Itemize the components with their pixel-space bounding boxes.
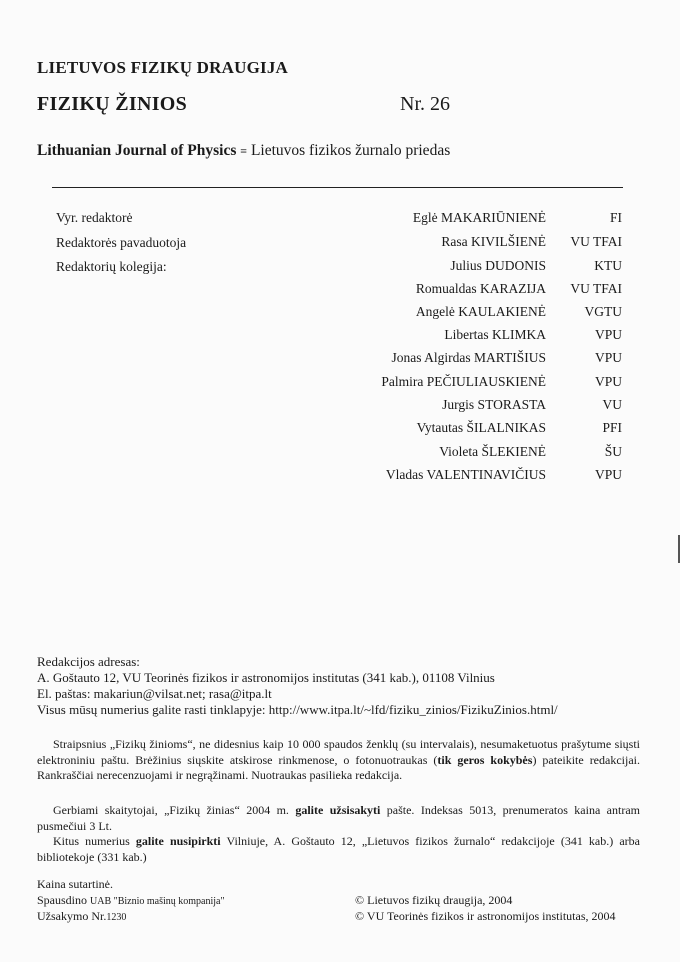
editor-institution: VPU bbox=[594, 327, 622, 342]
editor-institution: VPU bbox=[594, 467, 622, 482]
journal-title: FIZIKŲ ŽINIOS bbox=[37, 93, 188, 115]
editor-name: Jonas Algirdas MARTIŠIUS bbox=[391, 350, 546, 365]
editor-institution: ŠU bbox=[604, 444, 622, 459]
copyright-institute: © VU Teorinės fizikos ir astronomijos institutas, 2004 bbox=[355, 909, 616, 923]
subscription-info bbox=[37, 803, 640, 865]
editor-name: Julius DUDONIS bbox=[450, 258, 546, 273]
notice-text: Straipsnius „Fizikų žinioms“, ne didesnius kaip 10 000 spaudos ženklų (su intervalais), nesumaketuotus prašytume siųsti elektroniniu paštu. Brėžinius siųskite atskirose rinkmenose, o fotonuotraukas ( bbox=[37, 737, 640, 767]
journal-subtitle bbox=[37, 142, 450, 160]
subtitle-separator: ≡ bbox=[240, 144, 248, 158]
purchase-text: Kitus numerius bbox=[53, 834, 136, 848]
address-line: A. Goštauto 12, VU Teorinės fizikos ir astronomijos institutas (341 kab.), 01108 Vilnius bbox=[37, 670, 495, 685]
copyright-society: © Lietuvos fizikų draugija, 2004 bbox=[355, 893, 513, 907]
notice-emphasis: tik geros kokybės bbox=[437, 752, 533, 767]
header-divider bbox=[52, 187, 623, 188]
website-line: Visus mūsų numerius galite rasti tinklapyje: http://www.itpa.lt/~lfd/fiziku_zinios/FizikuZinios.html/ bbox=[37, 702, 558, 717]
address-heading: Redakcijos adresas: bbox=[37, 654, 140, 669]
organization-name: LIETUVOS FIZIKŲ DRAUGIJA bbox=[37, 58, 289, 77]
notice-text: ) pateikite redakcijai. Rankraščiai nerecenzuojami ir negrąžinami. Nuotraukas pasilieka redakcija. bbox=[37, 752, 640, 782]
editor-name: Eglė MAKARIŪNIENĖ bbox=[412, 210, 546, 225]
role-editorial-board: Redaktorių kolegija: bbox=[56, 259, 167, 274]
editor-name: Vytautas ŠILALNIKAS bbox=[416, 420, 546, 435]
printer-line bbox=[37, 893, 225, 908]
editor-institution: VPU bbox=[594, 374, 622, 389]
purchase-emphasis: galite nusipirkti bbox=[135, 834, 221, 848]
editor-name: Libertas KLIMKA bbox=[444, 327, 546, 342]
printer-name: UAB "Biznio mašinų kompanija" bbox=[90, 896, 225, 907]
role-editor-in-chief: Vyr. redaktorė bbox=[56, 210, 133, 225]
editor-institution: PFI bbox=[602, 420, 622, 435]
editor-name: Jurgis STORASTA bbox=[442, 397, 546, 412]
subscription-emphasis: galite užsisakyti bbox=[295, 803, 381, 817]
email-line: El. paštas: makariun@vilsat.net; rasa@itpa.lt bbox=[37, 686, 272, 701]
editor-name: Angelė KAULAKIENĖ bbox=[415, 304, 546, 319]
subscription-text: paštе. Indeksas 5013, prenumeratos kaina antram pusmečiui 3 Lt. bbox=[37, 803, 640, 833]
issue-number: Nr. 26 bbox=[400, 93, 450, 115]
submission-notice bbox=[37, 737, 640, 784]
price-note: Kaina sutartinė. bbox=[37, 877, 113, 891]
printer-label: Spausdino bbox=[37, 893, 88, 907]
subscription-text: Gerbiami skaitytojai, „Fizikų žinias“ 2004 m. bbox=[53, 803, 296, 817]
purchase-text: Vilniuje, A. Goštauto 12, „Lietuvos fizikos žurnalo“ redakcijoje (341 kab.) arba bibliotekoje (331 kab.) bbox=[37, 834, 640, 864]
editor-institution: KTU bbox=[594, 258, 622, 273]
editor-name: Palmira PEČIULIAUSKIENĖ bbox=[381, 374, 546, 389]
editor-institution: FI bbox=[609, 210, 622, 225]
editor-institution: VU TFAI bbox=[570, 281, 622, 296]
editor-name: Vladas VALENTINAVIČIUS bbox=[385, 467, 546, 482]
editor-name: Romualdas KARAZIJA bbox=[415, 281, 546, 296]
editor-institution: VU TFAI bbox=[570, 234, 622, 249]
editor-institution: VU bbox=[602, 397, 622, 412]
order-label: Užsakymo Nr. bbox=[37, 909, 107, 923]
role-deputy-editor: Redaktorės pavaduotoja bbox=[56, 235, 187, 250]
editor-name: Violeta ŠLEKIENĖ bbox=[439, 444, 546, 459]
subtitle-english: Lithuanian Journal of Physics bbox=[37, 142, 237, 159]
order-line bbox=[37, 909, 126, 924]
order-number: 1230 bbox=[106, 912, 127, 923]
editor-name: Rasa KIVILŠIENĖ bbox=[441, 234, 546, 249]
editor-institution: VGTU bbox=[584, 304, 622, 319]
editor-institution: VPU bbox=[594, 350, 622, 365]
subtitle-lithuanian: Lietuvos fizikos žurnalo priedas bbox=[250, 142, 451, 159]
